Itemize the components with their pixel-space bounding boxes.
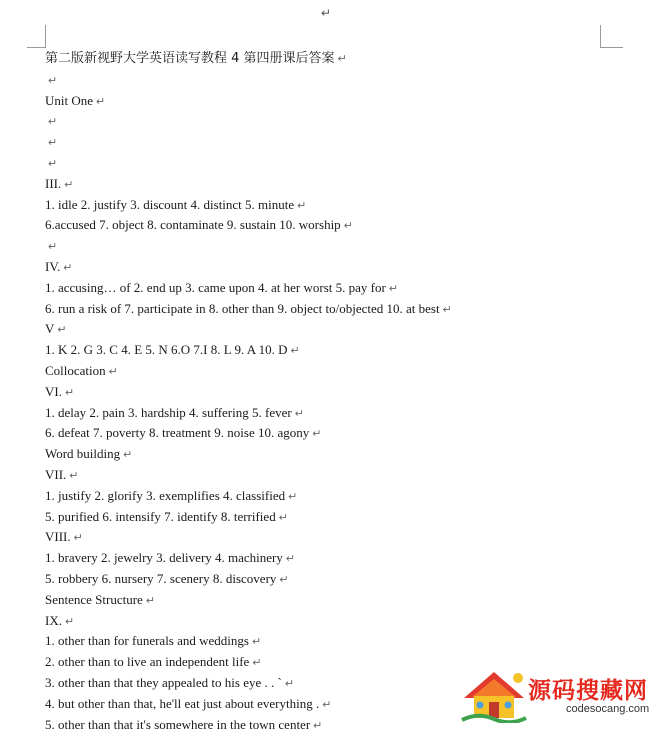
paragraph-mark-icon: ↵	[63, 261, 73, 274]
paragraph-mark-icon: ↵	[343, 220, 353, 233]
line-text: 6. defeat 7. poverty 8. treatment 9. noise 10. agony	[45, 425, 310, 441]
margin-corner-top-right	[600, 25, 623, 48]
text-line	[45, 132, 635, 153]
house-icon	[458, 664, 528, 723]
text-line	[45, 486, 635, 507]
paragraph-mark-icon: ↵	[64, 178, 74, 191]
line-text: 1. accusing… of 2. end up 3. came upon 4. at her worst 5. pay for	[45, 279, 386, 295]
paragraph-mark-icon: ↵	[73, 532, 83, 545]
line-text: IX.	[45, 612, 62, 628]
document-body[interactable]	[45, 49, 635, 735]
text-line	[45, 548, 635, 569]
paragraph-mark-icon: ↵	[48, 74, 58, 87]
text-line	[45, 174, 635, 195]
text-line	[45, 195, 635, 216]
paragraph-mark-icon: ↵	[69, 469, 79, 482]
text-line	[45, 444, 635, 465]
text-line	[45, 423, 635, 444]
paragraph-mark-icon: ↵	[48, 241, 58, 254]
paragraph-mark-icon: ↵	[48, 137, 58, 150]
paragraph-mark-icon: ↵	[48, 157, 58, 170]
paragraph-mark-icon: ↵	[252, 657, 262, 670]
text-line	[45, 236, 635, 257]
line-text: III.	[45, 175, 62, 191]
paragraph-mark-icon: ↵	[285, 553, 296, 566]
line-text: Collocation	[45, 362, 106, 378]
line-text: 5. robbery 6. nursery 7. scenery 8. discovery	[45, 570, 277, 586]
document-title	[45, 49, 635, 70]
text-line	[45, 611, 635, 632]
line-text: 1. other than for funerals and weddings	[45, 633, 249, 649]
paragraph-mark-icon: ↵	[96, 95, 106, 108]
text-line	[45, 319, 635, 340]
paragraph-mark-icon: ↵	[322, 698, 332, 711]
paragraph-mark-icon: ↵	[279, 573, 289, 586]
line-text: 3. other than that they appealed to his eye . . `	[45, 674, 282, 690]
line-text: 2. other than to live an independent life	[45, 654, 250, 670]
paragraph-mark-icon: ↵	[108, 365, 118, 378]
line-text: VI.	[45, 383, 62, 399]
text-line	[45, 153, 635, 174]
line-text: Sentence Structure	[45, 591, 143, 607]
paragraph-mark-icon: ↵	[123, 449, 133, 462]
paragraph-mark-icon: ↵	[294, 407, 304, 420]
text-line	[45, 257, 635, 278]
line-text: 1. bravery 2. jewelry 3. delivery 4. machinery	[45, 550, 283, 566]
paragraph-mark-icon: ↵	[388, 282, 399, 295]
line-text: Unit One	[45, 92, 94, 108]
header-paragraph-mark: ↵	[321, 6, 332, 20]
text-line	[45, 215, 635, 236]
text-line	[45, 340, 635, 361]
line-text: 6.accused 7. object 8. contaminate 9. sustain 10. worship	[45, 217, 341, 233]
watermark-title: 源码搜藏网	[528, 678, 648, 704]
line-text: 1. idle 2. justify 3. discount 4. distinct 5. minute	[45, 196, 295, 212]
line-text: IV.	[45, 258, 61, 274]
paragraph-mark-icon: ↵	[64, 386, 75, 399]
paragraph-mark-icon: ↵	[57, 324, 67, 337]
text-line	[45, 590, 635, 611]
watermark-logo	[458, 664, 656, 723]
text-line	[45, 569, 635, 590]
line-text: VIII.	[45, 529, 71, 545]
paragraph-mark-icon: ↵	[312, 428, 322, 441]
text-line	[45, 278, 635, 299]
text-line	[45, 361, 635, 382]
line-text: 6. run a risk of 7. participate in 8. other than 9. object to/objected 10. at best	[45, 300, 440, 316]
text-line	[45, 91, 635, 112]
paragraph-mark-icon: ↵	[278, 511, 288, 524]
line-text: 第二版新视野大学英语读写教程 4 第四册课后答案	[45, 51, 335, 66]
paragraph-mark-icon: ↵	[145, 594, 156, 607]
text-line	[45, 507, 635, 528]
line-text: 1. justify 2. glorify 3. exemplifies 4. classified	[45, 487, 286, 503]
text-line	[45, 111, 635, 132]
watermark-url: codesocang.com	[566, 703, 650, 715]
line-text: 5. other than that it's somewhere in the town center	[45, 716, 311, 732]
paragraph-mark-icon: ↵	[297, 199, 307, 212]
paragraph-mark-icon: ↵	[48, 116, 58, 129]
text-line	[45, 465, 635, 486]
text-line	[45, 382, 635, 403]
paragraph-mark-icon: ↵	[290, 345, 300, 358]
line-text: Word building	[45, 446, 121, 462]
margin-corner-top-left	[27, 25, 46, 48]
text-line	[45, 403, 635, 424]
line-text: 1. K 2. G 3. C 4. E 5. N 6.O 7.I 8. L 9. A 10. D	[45, 342, 288, 358]
line-text: 1. delay 2. pain 3. hardship 4. suffering 5. fever	[45, 404, 292, 420]
line-text: VII.	[45, 466, 67, 482]
line-text: 4. but other than that, he'll eat just about everything .	[45, 695, 320, 711]
paragraph-mark-icon: ↵	[313, 719, 323, 732]
paragraph-mark-icon: ↵	[442, 303, 452, 316]
text-line	[45, 527, 635, 548]
text-line	[45, 299, 635, 320]
paragraph-mark-icon: ↵	[251, 636, 262, 649]
paragraph-mark-icon: ↵	[284, 677, 295, 690]
paragraph-mark-icon: ↵	[64, 615, 75, 628]
paragraph-mark-icon: ↵	[337, 52, 347, 65]
text-line	[45, 631, 635, 652]
text-line	[45, 70, 635, 91]
paragraph-mark-icon: ↵	[288, 490, 298, 503]
line-text: V	[45, 321, 55, 337]
line-text: 5. purified 6. intensify 7. identify 8. terrified	[45, 508, 276, 524]
